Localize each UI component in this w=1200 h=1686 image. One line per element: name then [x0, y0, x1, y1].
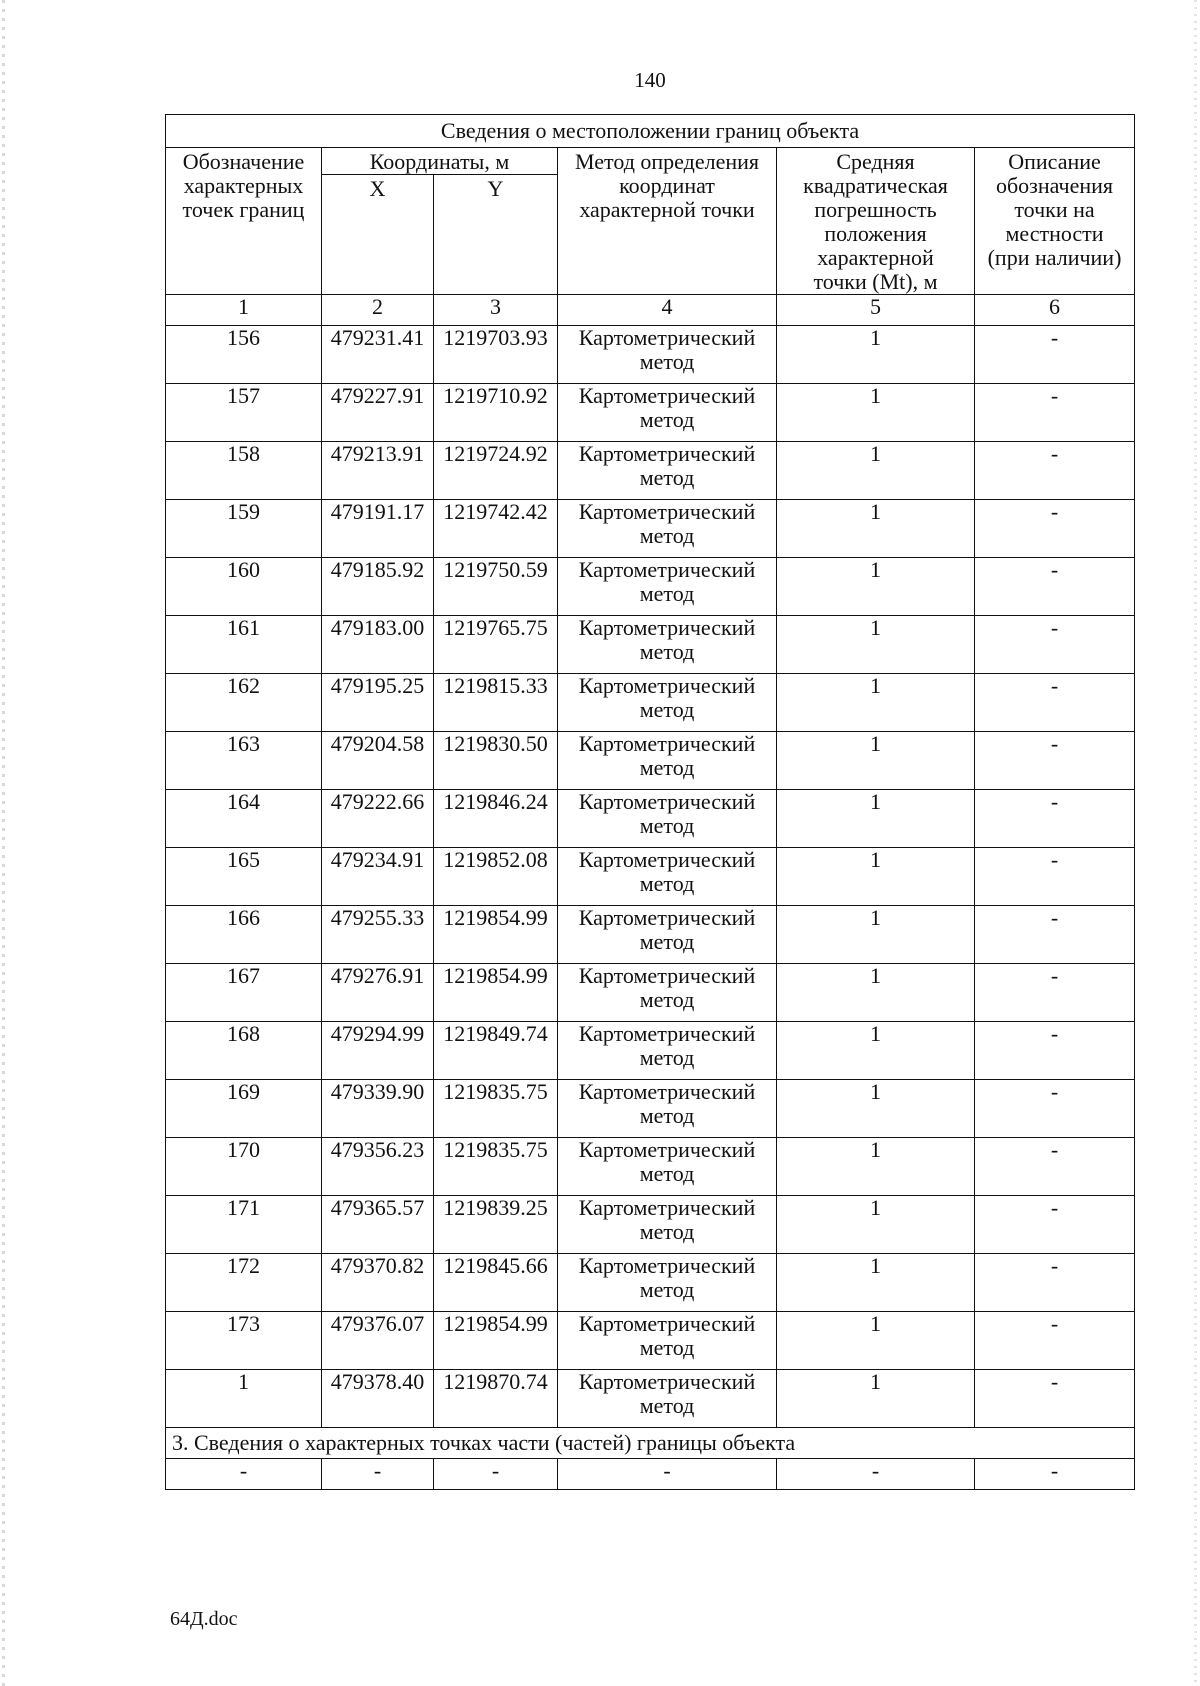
x-coordinate-cell: 479234.91 — [322, 848, 434, 906]
x-coordinate-cell: 479339.90 — [322, 1080, 434, 1138]
x-coordinate-cell: 479294.99 — [322, 1022, 434, 1080]
y-coordinate-cell: 1219724.92 — [434, 442, 558, 500]
point-cell: 173 — [166, 1312, 322, 1370]
table-row — [166, 1312, 1135, 1370]
header-line: Описание — [1008, 149, 1101, 174]
method-line: Картометрический — [578, 1021, 756, 1046]
method-line: метод — [639, 1219, 695, 1244]
section3-empty-row — [166, 1459, 1135, 1490]
x-coordinate-cell: 479276.91 — [322, 964, 434, 1022]
section3-row — [166, 1428, 1135, 1459]
table-row — [166, 1080, 1135, 1138]
description-cell: - — [975, 558, 1135, 616]
mean-error-cell: 1 — [777, 1196, 975, 1254]
description-cell: - — [975, 1196, 1135, 1254]
description-cell: - — [975, 906, 1135, 964]
point-cell: 1 — [166, 1370, 322, 1428]
table-row — [166, 732, 1135, 790]
x-coordinate-cell: 479222.66 — [322, 790, 434, 848]
y-coordinate-cell: 1219765.75 — [434, 616, 558, 674]
y-coordinate-cell: 1219854.99 — [434, 964, 558, 1022]
table-row — [166, 906, 1135, 964]
method-line: метод — [639, 349, 695, 374]
x-coordinate-cell: 479195.25 — [322, 674, 434, 732]
method-cell — [558, 1138, 777, 1196]
table-row — [166, 790, 1135, 848]
mean-error-cell: 1 — [777, 442, 975, 500]
point-cell: 157 — [166, 384, 322, 442]
method-line: Картометрический — [578, 1195, 756, 1220]
header-mean-error — [777, 148, 975, 295]
method-line: Картометрический — [578, 615, 756, 640]
header-line: точки (Mt), м — [813, 269, 938, 294]
mean-error-cell: 1 — [777, 500, 975, 558]
scan-edge-left — [2, 0, 5, 1686]
point-cell: 159 — [166, 500, 322, 558]
method-cell — [558, 326, 777, 384]
table-row — [166, 674, 1135, 732]
header-line: местности — [1005, 221, 1104, 246]
method-cell — [558, 906, 777, 964]
x-coordinate-cell: 479378.40 — [322, 1370, 434, 1428]
description-cell: - — [975, 1312, 1135, 1370]
method-line: Картометрический — [578, 325, 756, 350]
footer-filename: 64Д.doc — [170, 1608, 238, 1630]
mean-error-cell: 1 — [777, 964, 975, 1022]
method-line: метод — [639, 755, 695, 780]
mean-error-cell: 1 — [777, 1022, 975, 1080]
mean-error-cell: 1 — [777, 1138, 975, 1196]
column-number: 2 — [322, 295, 434, 326]
method-cell — [558, 1254, 777, 1312]
method-line: Картометрический — [578, 905, 756, 930]
y-coordinate-cell: 1219835.75 — [434, 1138, 558, 1196]
method-cell — [558, 558, 777, 616]
table-title: Сведения о местоположении границ объекта — [166, 115, 1135, 148]
x-coordinate-cell: 479255.33 — [322, 906, 434, 964]
column-number: 5 — [777, 295, 975, 326]
y-coordinate-cell: 1219703.93 — [434, 326, 558, 384]
method-line: Картометрический — [578, 847, 756, 872]
table-row — [166, 1022, 1135, 1080]
header-line: точек границ — [182, 197, 305, 222]
method-cell — [558, 1196, 777, 1254]
y-coordinate-cell: 1219852.08 — [434, 848, 558, 906]
description-cell: - — [975, 326, 1135, 384]
header-method — [558, 148, 777, 295]
point-cell: 171 — [166, 1196, 322, 1254]
header-line: характерной точки — [579, 197, 755, 222]
method-line: метод — [639, 523, 695, 548]
method-cell — [558, 964, 777, 1022]
x-coordinate-cell: 479376.07 — [322, 1312, 434, 1370]
method-cell — [558, 1080, 777, 1138]
point-cell: 170 — [166, 1138, 322, 1196]
description-cell: - — [975, 1254, 1135, 1312]
point-cell: 163 — [166, 732, 322, 790]
x-coordinate-cell: 479365.57 — [322, 1196, 434, 1254]
section3-empty-cell: - — [166, 1459, 322, 1490]
point-cell: 165 — [166, 848, 322, 906]
method-line: Картометрический — [578, 1253, 756, 1278]
header-line: точки на — [1014, 197, 1095, 222]
method-line: метод — [639, 1103, 695, 1128]
mean-error-cell: 1 — [777, 906, 975, 964]
mean-error-cell: 1 — [777, 326, 975, 384]
method-line: Картометрический — [578, 1369, 756, 1394]
mean-error-cell: 1 — [777, 616, 975, 674]
y-coordinate-cell: 1219845.66 — [434, 1254, 558, 1312]
method-cell — [558, 848, 777, 906]
y-coordinate-cell: 1219710.92 — [434, 384, 558, 442]
point-cell: 164 — [166, 790, 322, 848]
header-line: (при наличии) — [987, 245, 1122, 270]
scan-edge-right — [1194, 0, 1197, 1686]
section3-empty-cell: - — [322, 1459, 434, 1490]
y-coordinate-cell: 1219750.59 — [434, 558, 558, 616]
header-line: Обозначение — [182, 149, 305, 174]
method-cell — [558, 732, 777, 790]
description-cell: - — [975, 674, 1135, 732]
mean-error-cell: 1 — [777, 732, 975, 790]
description-cell: - — [975, 442, 1135, 500]
method-line: метод — [639, 813, 695, 838]
header-line: квадратическая — [803, 173, 948, 198]
method-cell — [558, 1312, 777, 1370]
point-cell: 172 — [166, 1254, 322, 1312]
method-line: метод — [639, 1161, 695, 1186]
method-line: Картометрический — [578, 731, 756, 756]
y-coordinate-cell: 1219854.99 — [434, 1312, 558, 1370]
table-row — [166, 848, 1135, 906]
method-line: Картометрический — [578, 499, 756, 524]
y-coordinate-cell: 1219849.74 — [434, 1022, 558, 1080]
table-row — [166, 1196, 1135, 1254]
header-line: координат — [619, 173, 715, 198]
table-row — [166, 1254, 1135, 1312]
x-coordinate-cell: 479204.58 — [322, 732, 434, 790]
method-line: метод — [639, 639, 695, 664]
boundary-points-table — [165, 114, 1135, 1490]
table-header-row — [166, 148, 1135, 175]
section3-empty-cell: - — [558, 1459, 777, 1490]
description-cell: - — [975, 1022, 1135, 1080]
section3-empty-cell: - — [777, 1459, 975, 1490]
y-coordinate-cell: 1219815.33 — [434, 674, 558, 732]
table-row — [166, 616, 1135, 674]
method-line: метод — [639, 465, 695, 490]
method-cell — [558, 790, 777, 848]
column-number: 3 — [434, 295, 558, 326]
method-line: метод — [639, 1335, 695, 1360]
y-coordinate-cell: 1219830.50 — [434, 732, 558, 790]
method-line: метод — [639, 871, 695, 896]
mean-error-cell: 1 — [777, 558, 975, 616]
x-coordinate-cell: 479356.23 — [322, 1138, 434, 1196]
header-line: Средняя — [836, 149, 915, 174]
x-coordinate-cell: 479227.91 — [322, 384, 434, 442]
table-row — [166, 384, 1135, 442]
column-number: 6 — [975, 295, 1135, 326]
method-line: метод — [639, 1393, 695, 1418]
point-cell: 160 — [166, 558, 322, 616]
method-line: метод — [639, 1045, 695, 1070]
point-cell: 158 — [166, 442, 322, 500]
section3-empty-cell: - — [434, 1459, 558, 1490]
x-coordinate-cell: 479185.92 — [322, 558, 434, 616]
x-coordinate-cell: 479213.91 — [322, 442, 434, 500]
x-coordinate-cell: 479231.41 — [322, 326, 434, 384]
header-line: характерных — [183, 173, 304, 198]
point-cell: 161 — [166, 616, 322, 674]
point-cell: 156 — [166, 326, 322, 384]
method-line: метод — [639, 697, 695, 722]
y-coordinate-cell: 1219742.42 — [434, 500, 558, 558]
section3-title: 3. Сведения о характерных точках части (частей) границы объекта — [166, 1428, 1135, 1459]
method-cell — [558, 1370, 777, 1428]
y-coordinate-cell: 1219839.25 — [434, 1196, 558, 1254]
method-cell — [558, 442, 777, 500]
mean-error-cell: 1 — [777, 1370, 975, 1428]
mean-error-cell: 1 — [777, 848, 975, 906]
method-line: Картометрический — [578, 789, 756, 814]
y-coordinate-cell: 1219835.75 — [434, 1080, 558, 1138]
y-coordinate-cell: 1219846.24 — [434, 790, 558, 848]
mean-error-cell: 1 — [777, 790, 975, 848]
description-cell: - — [975, 1370, 1135, 1428]
method-line: Картометрический — [578, 557, 756, 582]
method-line: Картометрический — [578, 1311, 756, 1336]
header-y: Y — [434, 175, 558, 295]
point-cell: 162 — [166, 674, 322, 732]
column-numbers-row — [166, 295, 1135, 326]
table-title-row — [166, 115, 1135, 148]
method-cell — [558, 1022, 777, 1080]
y-coordinate-cell: 1219870.74 — [434, 1370, 558, 1428]
description-cell: - — [975, 790, 1135, 848]
mean-error-cell: 1 — [777, 1254, 975, 1312]
method-line: Картометрический — [578, 1137, 756, 1162]
x-coordinate-cell: 479191.17 — [322, 500, 434, 558]
column-number: 1 — [166, 295, 322, 326]
method-cell — [558, 500, 777, 558]
table-row — [166, 1370, 1135, 1428]
description-cell: - — [975, 1138, 1135, 1196]
description-cell: - — [975, 616, 1135, 674]
description-cell: - — [975, 384, 1135, 442]
method-line: Картометрический — [578, 383, 756, 408]
description-cell: - — [975, 964, 1135, 1022]
mean-error-cell: 1 — [777, 384, 975, 442]
method-line: метод — [639, 1277, 695, 1302]
method-line: Картометрический — [578, 963, 756, 988]
mean-error-cell: 1 — [777, 1080, 975, 1138]
table-row — [166, 1138, 1135, 1196]
y-coordinate-cell: 1219854.99 — [434, 906, 558, 964]
description-cell: - — [975, 732, 1135, 790]
header-line: Метод определения — [574, 149, 760, 174]
point-cell: 166 — [166, 906, 322, 964]
point-cell: 169 — [166, 1080, 322, 1138]
method-line: метод — [639, 929, 695, 954]
method-cell — [558, 674, 777, 732]
header-line: обозначения — [995, 173, 1114, 198]
page-number: 140 — [634, 68, 666, 92]
point-cell: 168 — [166, 1022, 322, 1080]
section3-empty-cell: - — [975, 1459, 1135, 1490]
column-number: 4 — [558, 295, 777, 326]
header-coordinates: Координаты, м — [322, 148, 558, 175]
method-line: метод — [639, 407, 695, 432]
mean-error-cell: 1 — [777, 674, 975, 732]
table-row — [166, 500, 1135, 558]
table-row — [166, 442, 1135, 500]
table-row — [166, 964, 1135, 1022]
description-cell: - — [975, 848, 1135, 906]
method-line: метод — [639, 987, 695, 1012]
method-cell — [558, 384, 777, 442]
x-coordinate-cell: 479183.00 — [322, 616, 434, 674]
header-x: X — [322, 175, 434, 295]
table-row — [166, 326, 1135, 384]
header-point-designation — [166, 148, 322, 295]
x-coordinate-cell: 479370.82 — [322, 1254, 434, 1312]
mean-error-cell: 1 — [777, 1312, 975, 1370]
header-description — [975, 148, 1135, 295]
description-cell: - — [975, 1080, 1135, 1138]
method-line: Картометрический — [578, 1079, 756, 1104]
table-row — [166, 558, 1135, 616]
method-line: метод — [639, 581, 695, 606]
method-cell — [558, 616, 777, 674]
method-line: Картометрический — [578, 441, 756, 466]
method-line: Картометрический — [578, 673, 756, 698]
header-line: характерной — [817, 245, 934, 270]
description-cell: - — [975, 500, 1135, 558]
point-cell: 167 — [166, 964, 322, 1022]
header-line: положения — [824, 221, 927, 246]
header-line: погрешность — [814, 197, 937, 222]
